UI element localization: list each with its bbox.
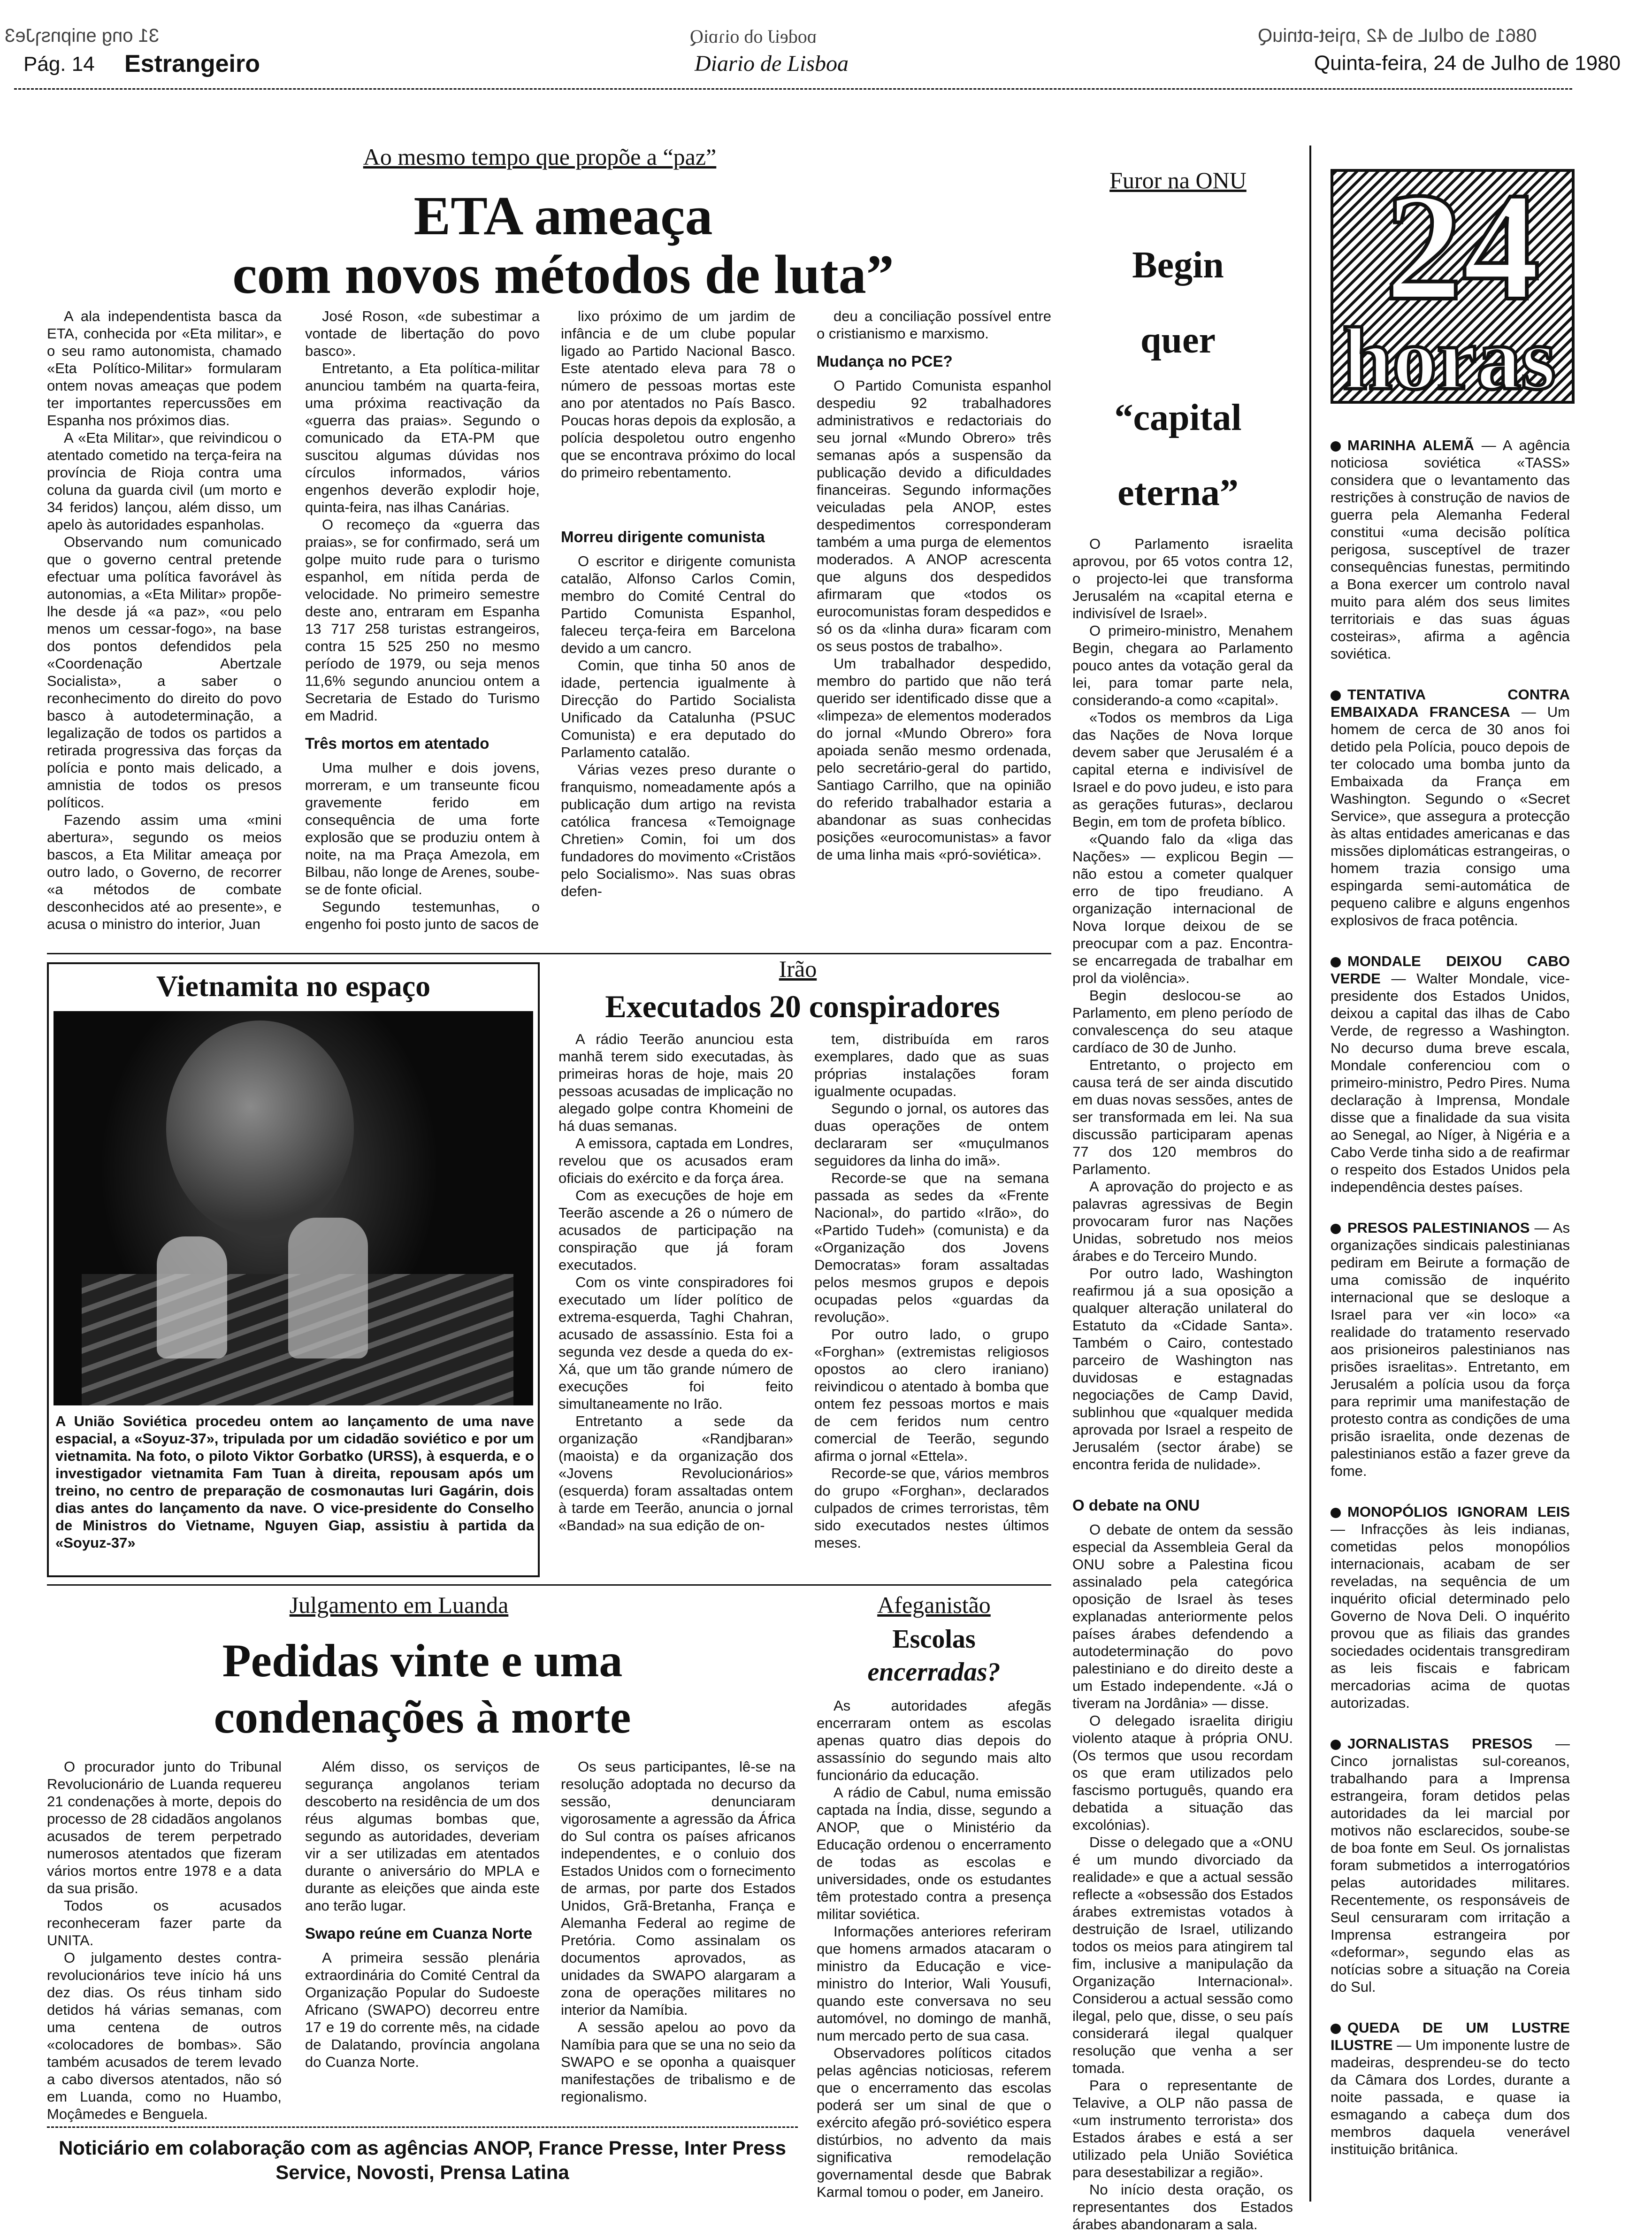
footer-credits: Noticiário em colaboração com as agências ANOP, France Presse, Inter Press Service, Novosti, Prensa Latina xyxy=(58,2137,787,2183)
brief-text: — Cinco jornalistas sul-coreanos, trabalhando para a Imprensa estrangeira, foram detidos pelas autoridades da lei marcial por motivos não esclarecidos, soube-se de boa fonte em Seul. Os jornalistas foram submetidos a interrogatórios pelas autoridades militares. Recentemente, os responsáveis de Seul censuraram com irritação a Imprensa estrangeira por «deformar», segundo elas as notícias sobre a situação na Coreia do Sul. xyxy=(1331,1735,1570,1995)
issue-date: Quinta-feira, 24 de Julho de 1980 xyxy=(1314,52,1621,75)
onu-p10: O delegado israelita dirigiu violento ataque à própria ONU. (Os termos que usou recordam os que eram utilizados pelo fascismo português, quando era debatida a situação das excolónias). xyxy=(1072,1712,1293,1833)
onu-headline-1: Begin xyxy=(1132,245,1224,286)
header-rule xyxy=(14,88,1572,91)
irao-c2-p2: Segundo o jornal, os autores das duas operações de ontem declararam ser «muçulmanos seguidores da linha do imã». xyxy=(814,1100,1049,1169)
brief-text: — As organizações sindicais palestinianas pediram em Beirute a formação de uma comissão de inquérito internacional que se desloque a Israel para ver «in loco» «a realidade do tratamento reservado aos prisioneiros palestinianos nas prisões israelitas». Entretanto, em Jerusalém a polícia usou da força para reprimir uma manifestação de protesto contra as condições de uma prisão israelita, onde dezenas de palestinianos estão a fazer greve da fome. xyxy=(1331,1220,1570,1479)
horas-box-left-rule xyxy=(1309,146,1311,2202)
page-label: Pág. 14 xyxy=(23,53,95,76)
luanda-column-1 xyxy=(47,1758,282,2124)
irao-c2-p4: Por outro lado, o grupo «Forghan» (extremistas religiosos opostos ao clero iraniano) reivindicou o atentado à bomba que ontem fez pessoas mortos e mais de cem feridos num centro comercial de Teerão, segundo afirma o jornal «Ettela». xyxy=(814,1326,1049,1464)
luanda-headline-1: Pedidas vinte e uma xyxy=(222,1634,623,1687)
brief-jornalistas xyxy=(1331,1735,1570,1995)
eta-headline-line2: com novos métodos de luta” xyxy=(232,244,894,305)
horas-briefs xyxy=(1331,437,1570,2197)
bullet-icon xyxy=(1331,441,1341,452)
bullet-icon xyxy=(1331,2024,1341,2034)
photo-figure-left xyxy=(157,1236,227,1358)
afeg-p2: A rádio de Cabul, numa emissão captada na Índia, disse, segundo a ANOP, que o Ministério da Educação ordenou o encerramento de todas as escolas e universidades, onde os estudantes têm protestado contra a presença militar soviética. xyxy=(817,1784,1051,1922)
irao-column-2 xyxy=(814,1030,1049,1575)
onu-kicker: Furor na ONU xyxy=(1109,167,1247,193)
viet-photo xyxy=(54,1011,533,1405)
afeg-headline-2: encerradas? xyxy=(867,1657,1001,1687)
eta-c1-p1: A ala independentista basca da ETA, conhecida por «Eta militar», e o seu ramo autonomista, chamado «Eta Político-Militar» formularam ontem novas ameaças que podem ter importantes repercussões em Espanha nos próximos dias. xyxy=(47,308,282,429)
eta-c2-p5: Segundo testemunhas, o engenho foi posto junto de sacos de xyxy=(305,898,540,932)
eta-column-4 xyxy=(817,307,1051,965)
irao-headline: Executados 20 conspiradores xyxy=(605,989,1000,1024)
eta-c2-p3: O recomeço da «guerra das praias», se for confirmado, será um golpe muito rude para o turismo espanhol, em nítida perda de velocidade. No primeiro semestre deste ano, entraram em Espanha 13 717 258 turistas estrangeiros, contra 15 525 250 no mesmo período de 1979, ou seja menos 11,6% segundo anunciou ontem a Secretaria de Estado do Turismo em Madrid. xyxy=(305,516,540,724)
onu-p6: Entretanto, o projecto em causa terá de ser ainda discutido em duas novas sessões, antes de ser transformada em lei. Na sua discussão participaram apenas 77 dos 120 membros do Parlamento. xyxy=(1072,1057,1293,1177)
irao-column-1 xyxy=(558,1030,793,1575)
irao-c2-p3: Recorde-se que na semana passada as sedes da «Frente Nacional», do partido «Irão», do «Partido Tudeh» (comunista) e da «Organização dos Jovens Democratas» foram assaltadas pelos mesmos grupos e depois ocupadas pelos «guardas da revolução». xyxy=(814,1170,1049,1325)
eta-c2-p4: Uma mulher e dois jovens, morreram, e um transeunte ficou gravemente ferido em consequência de uma forte explosão que se produziu ontem à noite, na ma Praça Amezola, em Bilbau, não longe de Arenes, soube-se de fonte oficial. xyxy=(305,760,540,898)
luanda-c1-p1: O procurador junto do Tribunal Revolucionário de Luanda requereu 21 condenações à morte, depois do processo de 28 cidadãos angolanos acusados de terem perpetrado numerosos atentados que fizeram vários mortos entre 1978 e a data da sua prisão. xyxy=(47,1758,282,1896)
brief-embaixada xyxy=(1331,686,1570,929)
eta-c2-p2: Entretanto, a Eta política-militar anunciou também na quarta-feira, uma próxima reactivação da «guerra das praias». Segundo o comunicado da ETA-PM que suscitou algumas dúvidas nos círculos informados, vários engenhos deverão explodir hoje, quinta-feira, nas ilhas Canárias. xyxy=(305,360,540,515)
brief-marinha xyxy=(1331,437,1570,662)
brief-text: — A agência noticiosa soviética «TASS» considera que o levantamento das restrições à construção de navios de guerra pela Alemanha Federal constitui «uma decisão política perigosa, susceptível de trazer consequências funestas, permitindo a Bona exercer um controlo naval muito para além dos seus limites territoriais e das suas águas costeiras», afirma a agência soviética. xyxy=(1331,437,1570,662)
luanda-c2-p1: Além disso, os serviços de segurança angolanos teriam descoberto na residência de um dos réus algumas bombas que, segundo as autoridades, deveriam vir a ser utilizadas em atentados durante o aniversário do MPLA e durante as eleições que ainda este ano terão lugar. xyxy=(305,1758,540,1914)
luanda-subhead-swapo: Swapo reúne em Cuanza Norte xyxy=(305,1925,533,1942)
brief-text: — Infracções às leis indianas, cometidas pelos monopólios internacionais, acabam de ser reveladas, na sequência de um inquérito oficial determinado pelo Governo de Nova Deli. O inquérito provou que as filiais das grandes sociedades ocidentais transgrediram as leis fiscais e fabricam mercadorias acima de quotas autorizadas. xyxy=(1331,1521,1570,1711)
onu-p1: O Parlamento israelita aprovou, por 65 votos contra 12, o projecto-lei que transforma Jerusalém na «capital eterna e indivisível de Israel». xyxy=(1072,536,1293,622)
onu-p11: Disse o delegado que a «ONU é um mundo divorciado da realidade» e que a actual sessão reflecte a «obsessão dos Estados árabes extremistas votados à destruição de Israel, utilizando todos os meios para atingirem tal fim, inclusive a manipulação da Organização Internacional». Considerou a actual sessão como ilegal, pelo que, disse, o seu país considerará ilegal qualquer resolução que venha a ser tomada. xyxy=(1072,1834,1293,2076)
afeg-p3: Informações anteriores referiram que homens armados atacaram o ministro da Educação e vice-ministro do Interior, Wali Yousufi, quando este conversava no seu automóvel, no domingo de manhã, num mercado perto de sua casa. xyxy=(817,1923,1051,2044)
luanda-column-3 xyxy=(561,1758,795,2124)
luanda-c1-p2: Todos os acusados reconheceram fazer parte da UNITA. xyxy=(47,1897,282,1949)
onu-p9: O debate de ontem da sessão especial da Assembleia Geral da ONU sobre a Palestina ficou assinalado pela categórica oposição de Israel às teses explanadas anteriormente pelos países árabes defendendo a autodeterminação do povo palestiniano e do direito deste a um Estado independente. «Já o tiveram na Jordânia» — disse. xyxy=(1072,1521,1293,1711)
onu-headline-3: “capital xyxy=(1114,397,1242,438)
horas-word: horas xyxy=(1343,310,1556,408)
brief-head: MONDALE DEIXOU CABO VERDE xyxy=(1331,953,1570,987)
brief-monopolios xyxy=(1331,1503,1570,1711)
onu-column xyxy=(1072,535,1293,2233)
brief-presos-palestinianos xyxy=(1331,1219,1570,1480)
eta-subhead-pce: Mudança no PCE? xyxy=(817,353,953,370)
onu-p13: No início desta oração, os representantes dos Estados árabes abandonaram a sala. xyxy=(1072,2181,1293,2233)
onu-p7: A aprovação do projecto e as palavras agressivas de Begin provocaram furor nas Nações Unidas, sobretudo nos meios árabes e do Terceiro Mundo. xyxy=(1072,1178,1293,1264)
onu-headline-2: quer xyxy=(1140,320,1216,361)
eta-c3-p3: Comin, que tinha 50 anos de idade, pertencia igualmente à Direcção do Partido Socialista Unificado da Catalunha (PSUC Comunista) e era deputado do Parlamento catalão. xyxy=(561,657,795,760)
onu-p4: «Quando falo da «liga das Nações» — explicou Begin — não estou a cometer qualquer erro de tipo freudiano. A organização internacional de Nova Iorque deixou de se preocupar com a paz. Encontra-se encarregada de trabalhar em prol da violência». xyxy=(1072,831,1293,986)
onu-headline-4: eterna” xyxy=(1117,472,1239,514)
brief-head: QUEDA DE UM LUSTRE ILUSTRE xyxy=(1331,2019,1570,2053)
irao-c2-p5: Recorde-se que, vários membros do grupo «Forghan», declarados culpados de crimes terroristas, têm sido executados nestes últimos meses. xyxy=(814,1465,1049,1551)
eta-c1-p4: Fazendo assim uma «mini abertura», segundo os meios bascos, a Eta Militar ameaça por outro lado, o Governo, de recorrer «a métodos de combate desconhecidos até ao presente», e acusa o ministro do interior, Juan xyxy=(47,812,282,932)
irao-kicker: Irão xyxy=(779,956,817,982)
brief-head: PRESOS PALESTINIANOS xyxy=(1347,1220,1530,1236)
eta-c3-p2: O escritor e dirigente comunista catalão, Alfonso Carlos Comin, membro do Comité Central do Partido Comunista Espanhol, faleceu terça-feira em Barcelona devido a um cancro. xyxy=(561,553,795,656)
page-header xyxy=(0,19,1652,99)
eta-c3-p4: Várias vezes preso durante o franquismo, nomeadamente após a publicação dum artigo na revista católica francesa «Temoignage Chretien» Comin, foi um dos fundadores do movimento «Cristãos pelo Socialismo». Nas suas obras defen- xyxy=(561,761,795,899)
luanda-c2-p2: A primeira sessão plenária extraordinária do Comité Central da Organização Popular do Sudoeste Africano (SWAPO) decorreu entre 17 e 19 do corrente mês, na cidade de Dalatando, província angolana do Cuanza Norte. xyxy=(305,1949,540,2070)
eta-column-1 xyxy=(47,307,282,965)
masthead: Diario de Lisboa xyxy=(695,51,849,76)
eta-c3-p1: lixo próximo de um jardim de infância e de um clube popular ligado ao Partido Nacional Basco. Este atentado eleva para 78 o número de pessoas mortas este ano por atentados no País Basco. Poucas horas depois da explosão, a polícia despoletou outro engenho que se encontrava próximo do local do primeiro rebentamento. xyxy=(561,308,795,481)
irao-c1-p4: Com os vinte conspiradores foi executado um líder político de extrema-esquerda, Taghi Chahran, acusado de assassínio. Esta foi a segunda vez desde a queda do ex-Xá, que um tão grande número de execuções foi feito simultaneamente no Irão. xyxy=(558,1274,793,1412)
luanda-column-2 xyxy=(305,1758,540,2124)
afeg-p4: Observadores políticos citados pelas agências noticiosas, referem que o encerramento das escolas poderá ser um sinal de que o exército afegão pró-soviético espera distúrbios, no advento da mais significativa remodelação governamental desde que Babrak Karmal tomou o poder, em Janeiro. xyxy=(817,2045,1051,2200)
eta-kicker: Ao mesmo tempo que propõe a “paz” xyxy=(363,144,717,170)
photo-figure-right xyxy=(288,1218,368,1358)
luanda-kicker: Julgamento em Luanda xyxy=(289,1592,509,1618)
bullet-icon xyxy=(1331,1508,1341,1518)
eta-c4-p3: Um trabalhador despedido, membro do partido que não terá querido ser identificado disse que a «limpeza» de elementos moderados do jornal «Mundo Obrero» fora apoiada senão mesmo ordenada, pelo secretário-geral do partido, Santiago Carrilho, que na opinião do referido trabalhador estaria a abandonar as suas conhecidas posições «eurocomunistas» a favor de uma linha mais «pró-soviética». xyxy=(817,655,1051,863)
eta-c4-p2: O Partido Comunista espanhol despediu 92 trabalhadores administrativos e redactoriais do seu jornal «Mundo Obrero» três semanas após a suspensão da publicação devido a dificuldades financeiras. Segundo informações veiculadas pela ANOP, estes despedimentos corresponderam também a uma purga de elementos moderados. A ANOP acrescenta que alguns dos despedidos afirmaram que «todos os eurocomunistas foram despedidos e só os da «linha dura» ficaram com os seus postos de trabalho». xyxy=(817,377,1051,654)
irao-c1-p5: Entretanto a sede da organização «Randjbaran» (maoista) e da organização dos «Jovens Revolucionários» (esquerda) foram assaltadas ontem à tarde em Teerão, anuncia o jornal «Bandad» na sua edição de on- xyxy=(558,1413,793,1534)
viet-caption: A União Soviética procedeu ontem ao lançamento de uma nave espacial, a «Soyuz-37», tripulada por um cidadão soviético e por um vietnamita. Na foto, o piloto Viktor Gorbatko (URSS), à esquerda, e o investigador vietnamita Fam Tuan à direita, repousam após um treino, no centro de preparação de cosmonautas Iuri Gagárin, dois dias antes do lançamento da nave. O vice-presidente do Conselho de Ministros do Vietname, Nguyen Giap, assistiu à partida da «Soyuz-37» xyxy=(55,1413,534,1551)
luanda-c1-p3: O julgamento destes contra-revolucionários teve início há uns dez dias. Os réus tinham sido detidos há várias semanas, com uma centena de outros «colocadores de bombas». São também acusados de terem levado a cabo diversos atentados, não só em Luanda, como no Huambo, Moçâmedes e Benguela. xyxy=(47,1949,282,2122)
afeg-column xyxy=(817,1697,1051,2199)
mirror-text-right: 0861 ɘb odluL ɘb 42 ,ɒɿiɘt-ɒtniuQ xyxy=(1258,25,1537,46)
onu-subhead-debate: O debate na ONU xyxy=(1072,1496,1200,1514)
irao-c2-p1: tem, distribuída em raros exemplares, dado que as suas próprias instalações foram igualmente ocupadas. xyxy=(814,1031,1049,1099)
afeg-p1: As autoridades afegãs encerraram ontem as escolas apenas quatro dias depois do assassínio do segundo mais alto funcionário da educação. xyxy=(817,1697,1051,1783)
horas-logo xyxy=(1331,161,1575,408)
eta-c1-p2: A «Eta Militar», que reivindicou o atentado cometido na terça-feira na província de Rioja contra uma coluna da guarda civil (um morto e 34 feridos) lançou, além disso, um apelo às autoridades espanholas. xyxy=(47,430,282,533)
section-label: Estrangeiro xyxy=(124,50,260,77)
mid-rule xyxy=(47,953,1051,954)
irao-c1-p1: A rádio Teerão anunciou esta manhã terem sido executadas, às primeiras horas de hoje, mais 20 pessoas acusadas de implicação no alegado golpe contra Khomeini de há duas semanas. xyxy=(558,1031,793,1134)
brief-head: TENTATIVA CONTRA EMBAIXADA FRANCESA xyxy=(1331,686,1570,720)
luanda-headline-2: condenações à morte xyxy=(214,1691,631,1743)
eta-headline-line1: ETA ameaça xyxy=(413,185,713,246)
brief-text: — Um homem de cerca de 30 anos foi detido pela Polícia, pouco depois de ter colocado uma bomba junto da Embaixada da França em Washington. Segundo o «Secret Service», que assegura a protecção às altas entidades americanas e das missões diplomáticas estrangeiras, o homem trazia consigo uma espingarda semi-automática de pequeno calibre e alguns engenhos explosivos de fraca potência. xyxy=(1331,704,1570,928)
brief-head: MONOPÓLIOS IGNORAM LEIS xyxy=(1347,1504,1570,1520)
onu-p3: «Todos os membros da Liga das Nações de Nova Iorque devem saber que Jerusalém é a capital eterna e indivisível de Israel e do povo judeu, e isto para as gerações futuras», declarou Begin, em tom de profeta bíblico. xyxy=(1072,709,1293,830)
onu-p5: Begin deslocou-se ao Parlamento, em pleno período de convalescença do seu ataque cardíaco de 30 de Junho. xyxy=(1072,987,1293,1056)
eta-column-3 xyxy=(561,307,795,965)
eta-subhead-tres-mortos: Três mortos em atentado xyxy=(305,735,489,752)
eta-subhead-morreu: Morreu dirigente comunista xyxy=(561,528,765,545)
footer-rule xyxy=(47,2126,798,2129)
brief-text: — Um imponente lustre de madeiras, desprendeu-se do tecto da Câmara dos Lordes, durante a noite passada, e quase ia esmagando a cabeça dum dos membros daquela venerável instituição britânica. xyxy=(1331,2037,1570,2157)
horas-number: 24 xyxy=(1385,161,1540,332)
viet-title: Vietnamita no espaço xyxy=(156,969,431,1003)
bullet-icon xyxy=(1331,1740,1341,1750)
brief-text: — Walter Mondale, vice-presidente dos Estados Unidos, deixou a capital das ilhas de Cabo Verde, de regresso a Washington. No decurso duma breve escala, Mondale conferenciou com o primeiro-ministro, Pedro Pires. Numa declaração à Imprensa, Mondale disse que a finalidade da sua visita ao Senegal, ao Níger, à Nigéria e a Cabo Verde tinha sido a de reafirmar o respeito dos Estados Unidos pela independência destes países. xyxy=(1331,970,1570,1195)
viet-box xyxy=(47,962,540,1577)
photo-balloon-shape xyxy=(166,1021,354,1236)
luanda-c3-p1: Os seus participantes, lê-se na resolução adoptada no decurso da sessão, denunciaram vigorosamente a agressão da África do Sul contra os países africanos independentes, e o conluio dos Estados Unidos com o fornecimento de armas, por parte dos Estados Unidos, Grã-Bretanha, França e Alemanha Federal ao regime de Pretória. Como assinalam os documentos aprovados, as unidades da SWAPO alargaram a zona de operações militares no interior da Namíbia. xyxy=(561,1758,795,2018)
eta-c1-p3: Observando num comunicado que o governo central pretende efectuar uma política favorável às autonomias, a «Eta Militar» propõe-lhe desde já «a paz», «ou pelo menos um cessar-fogo», na base dos pontos defendidos pela «Coordenação Abertzale Socialista», a saber o reconhecimento do direito do povo basco à autodeterminação, a legalização de todos os partidos a retirada progressiva das forças da polícia e ponto mais delicado, a amnistia de todos os presos políticos. xyxy=(47,534,282,811)
bullet-icon xyxy=(1331,691,1341,701)
mirror-text-left: 31 ong ɘnipnsɿJe3 xyxy=(5,25,160,46)
irao-c1-p3: Com as execuções de hoje em Teerão ascende a 26 o número de acusados de participação na conspiração que já foram executados. xyxy=(558,1187,793,1273)
bullet-icon xyxy=(1331,957,1341,967)
brief-head: MARINHA ALEMÃ xyxy=(1347,437,1474,453)
luanda-c3-p2: A sessão apelou ao povo da Namíbia para que se una no seio da SWAPO e se oponha a quaisquer manifestações de tribalismo e de regionalismo. xyxy=(561,2019,795,2105)
onu-p8: Por outro lado, Washington reafirmou já a sua oposição a qualquer alteração unilateral do Estatuto da «Cidade Santa». Também o Cairo, contestado parceiro de Washington nas duvidosas e estagnadas negociações de Camp David, sublinhou que «qualquer medida aprovada por Israel a respeito de Jerusalém (sector árabe) se encontra ferida de nulidade». xyxy=(1072,1265,1293,1473)
bullet-icon xyxy=(1331,1224,1341,1234)
eta-c2-p1: José Roson, «de subestimar a vontade de libertação do povo basco». xyxy=(305,308,540,359)
afeg-headline-1: Escolas xyxy=(892,1625,976,1654)
lower-rule xyxy=(47,1584,1051,1586)
afeg-kicker: Afeganistão xyxy=(877,1592,991,1618)
irao-c1-p2: A emissora, captada em Londres, revelou que os acusados eram oficiais do exército e da força área. xyxy=(558,1135,793,1186)
mirror-text-center: ɒodeiJ ob oiɿɒiQ xyxy=(690,26,817,47)
brief-head: JORNALISTAS PRESOS xyxy=(1347,1735,1533,1752)
brief-mondale xyxy=(1331,952,1570,1196)
onu-p2: O primeiro-ministro, Menahem Begin, chegara ao Parlamento pouco antes da votação geral da lei, para tomar parte nela, considerando-a como «capital». xyxy=(1072,622,1293,708)
onu-p12: Para o representante de Telavive, a OLP não passa de «um instrumento terrorista» dos Estados árabes e está a ser utilizado pela União Soviética para desestabilizar a região». xyxy=(1072,2077,1293,2180)
eta-column-2 xyxy=(305,307,540,965)
eta-c4-p1: deu a conciliação possível entre o cristianismo e marxismo. xyxy=(817,308,1051,342)
brief-lustre xyxy=(1331,2019,1570,2158)
